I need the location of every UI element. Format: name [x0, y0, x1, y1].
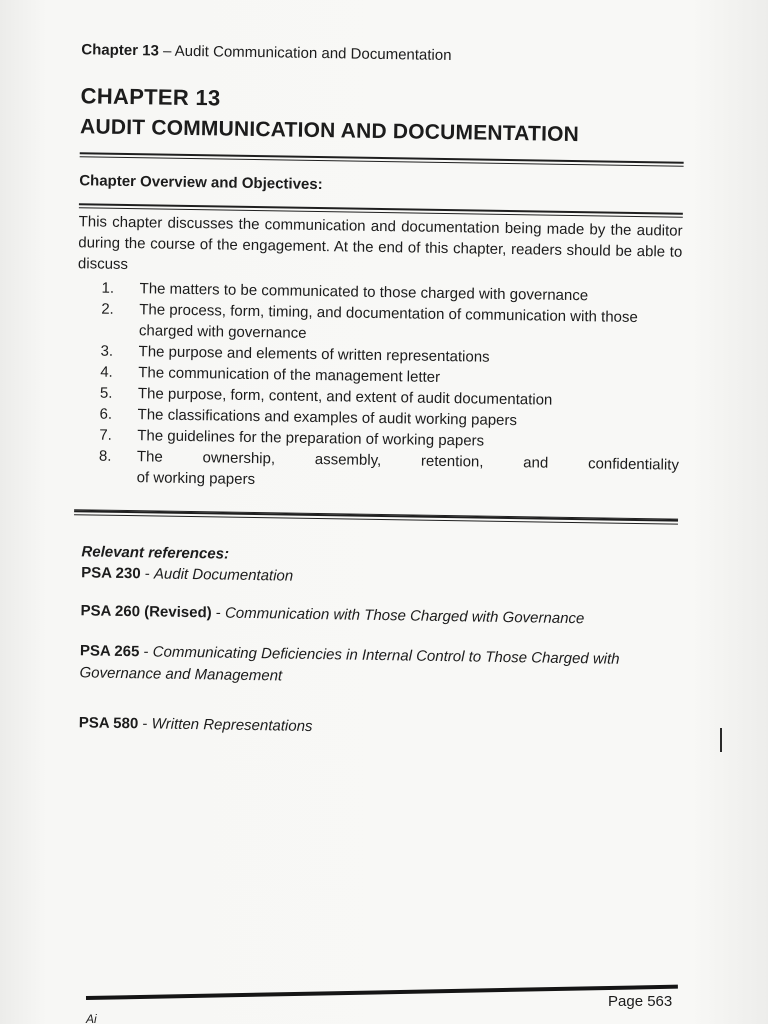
running-header-title: – Audit Communication and Documentation — [162, 42, 452, 65]
reference-psa-230: PSA 230 - Audit Documentation — [81, 564, 294, 585]
reference-psa-265: PSA 265 - Communicating Deficiencies in Internal Control to Those Charged with Governance and Management — [79, 642, 620, 685]
margin-mark — [720, 728, 722, 752]
chapter-title: AUDIT COMMUNICATION AND DOCUMENTATION — [79, 115, 580, 147]
title-divider — [80, 152, 684, 166]
list-item: 2. The process, form, timing, and documentation of communication with those charged with governance — [101, 300, 638, 342]
list-item: 6. The classifications and examples of audit working papers — [99, 405, 518, 430]
list-item-continuation: of working papers — [136, 469, 256, 489]
intro-paragraph: This chapter discusses the communication and documentation being made by the auditor during the course of the engagement. At the end of this chapter, readers should be able to discuss — [77, 213, 683, 274]
reference-psa-260: PSA 260 (Revised) - Communication with Those Charged with Governance — [80, 602, 585, 628]
page-number: Page 563 — [608, 993, 673, 1010]
list-item: 3. The purpose and elements of written representations — [100, 342, 490, 366]
list-item: 7. The guidelines for the preparation of working papers — [99, 426, 485, 450]
objectives-list — [98, 278, 681, 497]
objectives-divider — [74, 507, 678, 524]
list-item: 5. The purpose, form, content, and extent of audit documentation — [99, 384, 553, 409]
chapter-number: CHAPTER 13 — [80, 83, 221, 111]
footer-stub: Ai — [86, 1012, 97, 1024]
list-item: 4. The communication of the management letter — [100, 363, 441, 386]
overview-heading: Chapter Overview and Objectives: — [79, 172, 323, 194]
running-header — [81, 41, 451, 64]
reference-psa-580: PSA 580 - Written Representations — [78, 714, 313, 735]
references-heading: Relevant references: — [81, 543, 230, 563]
list-item: 1. The matters to be communicated to those charged with governance — [101, 279, 589, 305]
running-header-chapter: Chapter 13 — [81, 41, 160, 60]
list-item: 8. The ownership, assembly, retention, and confidentiality — [98, 447, 680, 474]
